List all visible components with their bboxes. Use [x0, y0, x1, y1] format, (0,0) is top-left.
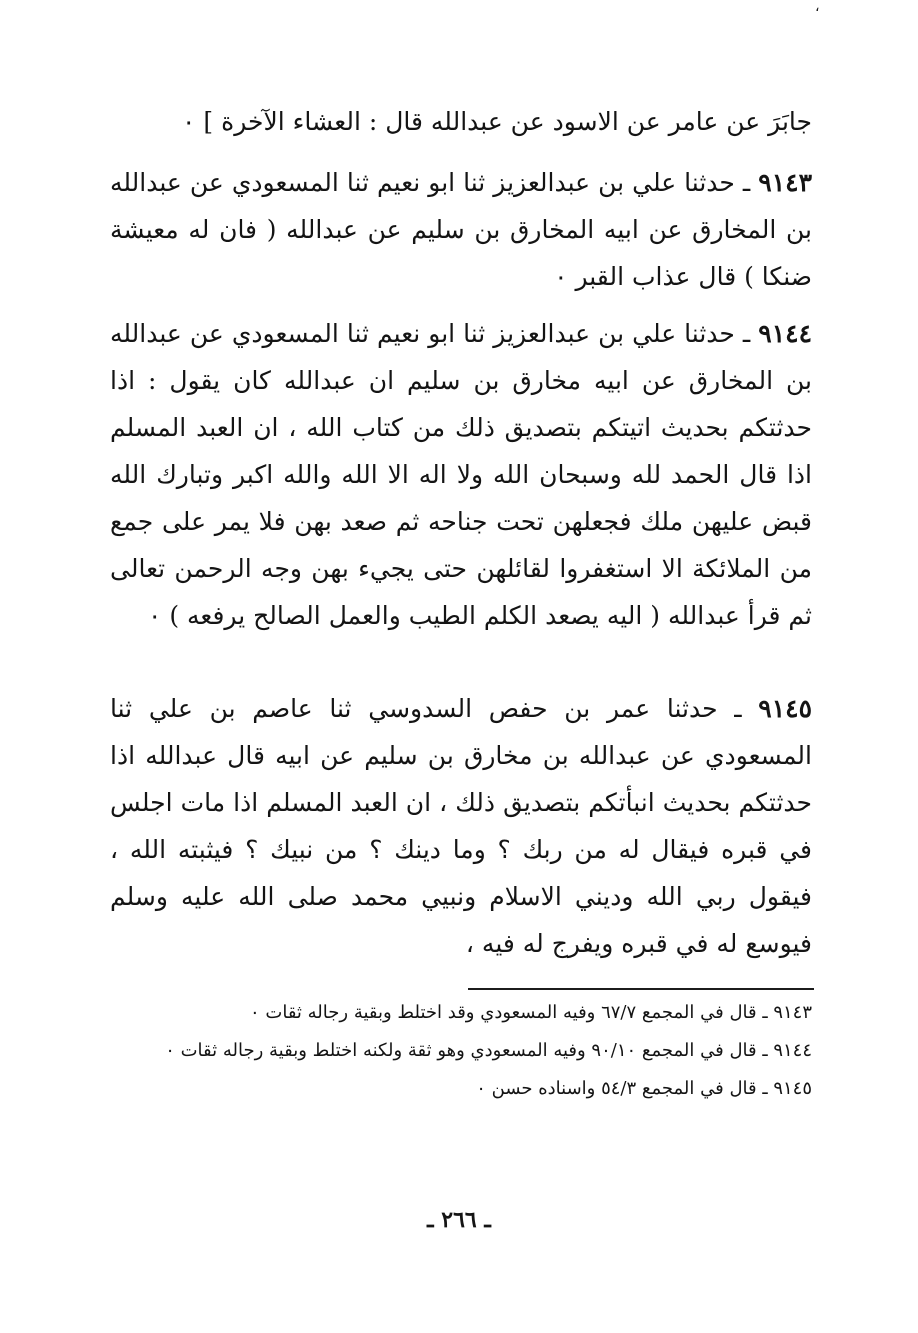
hadith-number: ٩١٤٥ [758, 694, 812, 723]
footnote: ٩١٤٤ ـ قال في المجمع ٩٠/١٠ وفيه المسعودي وهو ثقة ولكنه اختلط وبقية رجاله ثقات ٠ [165, 1040, 812, 1061]
hadith-9143 [110, 159, 812, 300]
hadith-number: ٩١٤٣ [758, 168, 813, 197]
hadith-9144 [110, 310, 812, 639]
hadith-text: ـ حدثنا علي بن عبدالعزيز ثنا ابو نعيم ثنا المسعودي عن عبدالله بن المخارق عن ابيه المخارق بن سليم عن عبدالله ( فان له معيشة ضنكا ) قال عذاب القبر ٠ [110, 168, 812, 291]
footnote: ٩١٤٥ ـ قال في المجمع ٥٤/٣ واسناده حسن ٠ [476, 1078, 812, 1099]
continuation-text: جابَرَ عن عامر عن الاسود عن عبدالله قال : العشاء الآخرة ] ٠ [182, 107, 812, 136]
hadith-number: ٩١٤٤ [758, 319, 813, 348]
hadith-text: ـ حدثنا علي بن عبدالعزيز ثنا ابو نعيم ثنا المسعودي عن عبدالله بن المخارق عن ابيه مخارق بن سليم ان عبدالله كان يقول : اذا حدثتكم بحديث اتيتكم بتصديق ذلك من كتاب الله ، ان العبد المسلم اذا قال الحمد لله وسبحان الله ولا اله الا الله والله اكبر وتبارك الله قبض عليهن ملك فجعلهن تحت جناحه ثم صعد بهن فلا يمر على جمع من الملائكة الا استغفروا لقائلهن حتى يجيء بهن وجه الرحمن تعالى ثم قرأ عبدالله ( اليه يصعد الكلم الطيب والعمل الصالح يرفعه ) ٠ [110, 319, 812, 630]
hadith-paragraph [110, 310, 812, 639]
hadith-paragraph [110, 159, 812, 300]
hadith-text: ـ حدثنا عمر بن حفص السدوسي ثنا عاصم بن علي ثنا المسعودي عن عبدالله بن مخارق بن سليم عن ابيه قال عبدالله اذا حدثتكم بحديث انبأتكم بتصديق ذلك ، ان العبد المسلم اذا مات اجلس في قبره فيقال له من ربك ؟ وما دينك ؟ من نبيك ؟ فيثبته الله ، فيقول ربي الله وديني الاسلام ونبيي محمد صلى الله عليه وسلم فيوسع له في قبره ويفرج له فيه ، [110, 694, 812, 958]
hadith-paragraph [110, 685, 812, 967]
footnotes [110, 996, 812, 1110]
hadith-9145 [110, 685, 812, 967]
continuation-paragraph [110, 98, 812, 145]
page-number: ـ ٢٦٦ ـ [427, 1207, 491, 1233]
footnote: ٩١٤٣ ـ قال في المجمع ٦٧/٧ وفيه المسعودي وقد اختلط وبقية رجاله ثقات ٠ [250, 1002, 812, 1023]
footnote-divider [468, 988, 814, 990]
corner-mark: ، [815, 0, 820, 15]
